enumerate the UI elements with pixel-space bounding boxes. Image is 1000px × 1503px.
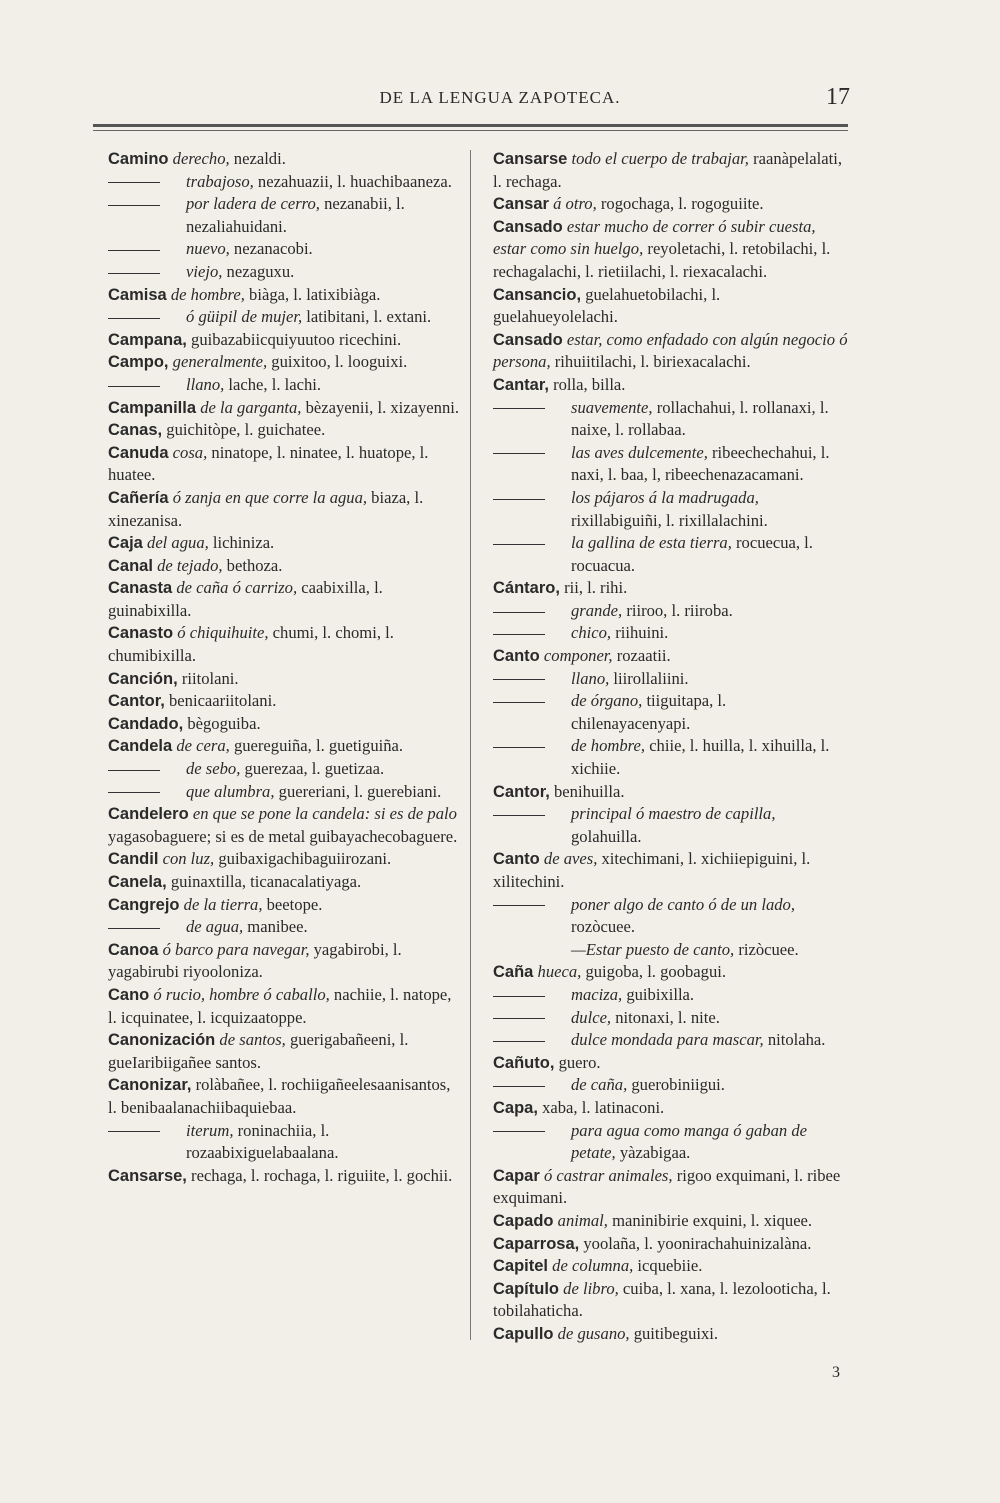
entry-gloss: de libro, (563, 1278, 619, 1298)
entry-gloss: de gusano, (557, 1323, 630, 1343)
entry-translation: nezahuazii, l. huachibaaneza. (253, 171, 452, 191)
entry-gloss: ó zanja en que corre la agua, (172, 487, 368, 507)
entry-translation: tiiguitapa, l. chilenayacenyapi. (571, 691, 727, 733)
entry-translation: guibazabiicquiyuutoo ricechini. (191, 329, 402, 349)
ditto-dash (108, 1131, 160, 1132)
entry-gloss: en que se pone la candela: si es de palo (192, 804, 457, 824)
entry-translation: guichitòpe, l. guichatee. (166, 420, 326, 440)
entry-gloss: de hombre, (571, 736, 646, 756)
headword: Cansado (493, 217, 563, 236)
headword: Canuda (108, 443, 169, 462)
dictionary-entry (493, 216, 848, 284)
entry-gloss: de columna, (552, 1256, 634, 1276)
dictionary-entry (493, 1210, 848, 1233)
ditto-dash (493, 815, 545, 816)
entry-translation: guereguiña, l. guetiguiña. (229, 736, 404, 756)
sub-entry (108, 781, 460, 804)
entry-translation: rii, l. rihi. (564, 578, 628, 598)
right-column (493, 148, 848, 1345)
sub-entry (493, 532, 848, 577)
entry-translation: rozaatii. (612, 646, 671, 666)
entry-gloss: las aves dulcemente, (571, 442, 708, 462)
headword: Cántaro, (493, 579, 560, 598)
entry-gloss: ó rucio, hombre ó caballo, (153, 984, 330, 1004)
entry-gloss: llano, (186, 374, 225, 394)
dictionary-entry (108, 1029, 460, 1074)
dictionary-entry (493, 374, 848, 397)
headword: Candelero (108, 805, 189, 824)
entry-gloss: de caña, (571, 1075, 628, 1095)
entry-gloss: para agua como manga ó gaban de petate, (571, 1120, 807, 1163)
entry-translation: lache, l. lachi. (224, 374, 322, 394)
entry-translation: nezanabii, l. nezaliahuidani. (186, 194, 405, 236)
entry-translation: guigoba, l. goobagui. (581, 962, 727, 982)
dictionary-entry (493, 193, 848, 216)
entry-gloss: iterum, (186, 1120, 234, 1140)
ditto-dash (493, 544, 545, 545)
headword: Cañería (108, 488, 169, 507)
entry-gloss: todo el cuerpo de trabajar, (571, 149, 749, 168)
entry-translation: guixitoo, l. looguixi. (267, 352, 408, 372)
dictionary-entry (493, 1165, 848, 1210)
headword: Canasto (108, 624, 174, 643)
ditto-dash (108, 770, 160, 771)
ditto-dash (493, 453, 545, 454)
headword: Caja (108, 534, 143, 553)
running-head: DE LA LENGUA ZAPOTECA. (379, 88, 621, 107)
headword: Capa, (493, 1098, 538, 1117)
entry-translation: nezaguxu. (222, 261, 295, 281)
sub-entry (493, 1120, 848, 1165)
entry-translation: maninibirie exquini, l. xiquee. (607, 1210, 813, 1230)
entry-translation: benicaariitolani. (169, 691, 277, 711)
entry-translation: bèzayenii, l. xizayenni. (301, 397, 460, 417)
entry-gloss: principal ó maestro de capilla, (571, 804, 776, 824)
entry-gloss: dulce mondada para mascar, (571, 1030, 764, 1050)
ditto-dash (108, 273, 160, 274)
dictionary-entry (493, 1278, 848, 1323)
entry-translation: rocuecua, l. rocuacua. (571, 533, 813, 575)
entry-translation: cuiba, l. xana, l. lezolooticha, l. tobilahaticha. (493, 1278, 831, 1321)
sub-entry (493, 668, 848, 691)
entry-gloss: grande, (571, 600, 623, 620)
sub-entry (493, 600, 848, 623)
sub-entry (108, 306, 460, 329)
entry-translation: rechaga, l. rochaga, l. riguiite, l. gochii. (191, 1165, 453, 1185)
entry-gloss: de la garganta, (200, 397, 302, 417)
dictionary-entry (108, 939, 460, 984)
headword: Candil (108, 850, 159, 869)
entry-translation: liirollaliini. (609, 668, 689, 688)
entry-translation: guerobiniigui. (627, 1075, 725, 1095)
headword: Candela (108, 737, 173, 756)
entry-gloss: estar, como enfadado con algún negocio ó persona, (493, 329, 848, 372)
dictionary-entry (108, 690, 460, 713)
entry-translation: guelahuetobilachi, l. guelahueyolelachi. (493, 284, 721, 327)
entry-gloss: de cera, (176, 736, 230, 756)
entry-gloss: poner algo de canto ó de un lado, (571, 894, 795, 914)
entry-gloss: hueca, (537, 962, 582, 982)
entry-gloss: de hombre, (170, 284, 245, 304)
entry-translation: lichiniza. (208, 533, 275, 553)
dictionary-entry (108, 803, 460, 848)
entry-translation: rixillabiguiñi, l. rixillalachini. (571, 510, 768, 530)
entry-gloss: suavemente, (571, 397, 653, 417)
ditto-dash (493, 408, 545, 409)
entry-gloss: de la tierra, (183, 894, 263, 914)
sub-entry (108, 916, 460, 939)
entry-translation: nitolaha. (763, 1030, 826, 1050)
dictionary-entry (108, 735, 460, 758)
entry-translation: xaba, l. latinaconi. (542, 1097, 665, 1117)
headword: Campana, (108, 330, 187, 349)
entry-translation: guerezaa, l. guetizaa. (240, 759, 385, 779)
headword: Canela, (108, 873, 167, 891)
sub-entry (493, 1029, 848, 1052)
entry-translation: chumi, l. chomi, l. chumibixilla. (108, 623, 394, 666)
entry-gloss: de caña ó carrizo, (176, 578, 298, 598)
column-divider (470, 150, 471, 1340)
sub-entry (108, 171, 460, 194)
entry-gloss: ó barco para navegar, (162, 939, 310, 959)
entry-translation: ninatope, l. ninatee, l. huatope, l. huatee. (108, 442, 429, 485)
entry-gloss: ó chiquihuite, (177, 623, 269, 643)
dictionary-entry (493, 1255, 848, 1278)
entry-translation: golahuilla. (571, 826, 642, 846)
ditto-dash (493, 1041, 545, 1042)
dictionary-entry (108, 419, 460, 442)
ditto-dash (493, 996, 545, 997)
entry-gloss: nuevo, (186, 239, 230, 259)
dictionary-entry (108, 532, 460, 555)
ditto-dash (493, 679, 545, 680)
entry-gloss: la gallina de esta tierra, (571, 533, 732, 553)
entry-gloss: maciza, (571, 984, 623, 1004)
signature-mark: 3 (832, 1364, 840, 1381)
entry-gloss: por ladera de cerro, (186, 194, 320, 214)
ditto-dash (108, 928, 160, 929)
ditto-dash (493, 612, 545, 613)
entry-gloss: viejo, (186, 261, 223, 281)
ditto-dash (108, 792, 160, 793)
entry-translation: biaza, l. xinezanisa. (108, 487, 424, 530)
entry-translation: rihuiitilachi, l. biriexacalachi. (550, 352, 751, 372)
headword: Caña (493, 963, 534, 982)
entry-translation: guitibeguixi. (629, 1323, 719, 1343)
headword: Campo, (108, 353, 169, 372)
sub-entry (108, 193, 460, 238)
entry-gloss: cosa, (172, 442, 208, 462)
entry-translation: chiie, l. huilla, l. xihuilla, l. xichiie. (571, 736, 830, 779)
headword: Cansarse, (108, 1166, 187, 1185)
left-column (108, 148, 460, 1187)
dictionary-entry (108, 148, 460, 171)
entry-translation: rizòcuee. (734, 939, 799, 959)
entry-gloss: del agua, (147, 533, 209, 553)
sub-entry (493, 622, 848, 645)
entry-translation: roninachiia, l. rozaabixiguelabaalana. (186, 1120, 339, 1163)
dictionary-entry (108, 668, 460, 691)
entry-translation: icquebiie. (633, 1256, 703, 1276)
ditto-dash (493, 747, 545, 748)
dictionary-entry (493, 1233, 848, 1256)
header-rule-thick (93, 124, 848, 127)
entry-translation: guinaxtilla, ticanacalatiyaga. (170, 872, 362, 891)
headword: Canto (493, 647, 540, 666)
ditto-dash (108, 250, 160, 251)
dictionary-entry (493, 848, 848, 893)
entry-translation: caabixilla, l. guinabixilla. (108, 578, 383, 620)
sub-entry (493, 984, 848, 1007)
dictionary-entry (108, 329, 460, 352)
headword: Capítulo (493, 1279, 559, 1298)
dictionary-entry (493, 329, 848, 374)
entry-translation: guibaxigachibaguiirozani. (214, 849, 392, 869)
headword: Capullo (493, 1324, 554, 1343)
dictionary-entry (493, 781, 848, 804)
headword: Cansado (493, 330, 563, 349)
headword: Canonizar, (108, 1076, 192, 1095)
entry-translation: riiroo, l. riiroba. (622, 600, 733, 620)
entry-gloss: componer, (543, 646, 613, 666)
sub-entry (493, 690, 848, 735)
headword: Cantor, (108, 692, 165, 711)
ditto-dash (493, 499, 545, 500)
entry-translation: nezanacobi. (229, 239, 313, 259)
entry-gloss: trabajoso, (186, 171, 254, 191)
headword: Cansancio, (493, 285, 582, 304)
dictionary-entry (493, 939, 848, 962)
ditto-dash (493, 1086, 545, 1087)
dictionary-entry (108, 894, 460, 917)
entry-translation: yagabirobi, l. yagabirubi riyooloniza. (108, 939, 402, 982)
entry-translation: rollachahui, l. rollanaxi, l. naixe, l. rollabaa. (571, 397, 829, 440)
entry-gloss: dulce, (571, 1007, 612, 1027)
headword: Canonización (108, 1031, 216, 1050)
dictionary-entry (108, 1074, 460, 1119)
entry-gloss: de órgano, (571, 691, 643, 711)
entry-gloss: de aves, (543, 849, 598, 869)
headword: Canas, (108, 421, 163, 440)
entry-translation: bethoza. (222, 555, 283, 575)
sub-entry (493, 803, 848, 848)
entry-translation: ribeechechahui, l. naxi, l. baa, l, ribeechenazacamani. (571, 442, 830, 485)
sub-entry (108, 261, 460, 284)
entry-translation: xitechimani, l. xichiiepiguini, l. xilitechini. (493, 849, 811, 891)
entry-translation: riitolani. (181, 668, 239, 688)
dictionary-entry (493, 1097, 848, 1120)
sub-entry (493, 487, 848, 532)
headword: Caparrosa, (493, 1234, 580, 1253)
headword: Cano (108, 985, 150, 1004)
headword: Capitel (493, 1257, 549, 1276)
entry-gloss: los pájaros á la madrugada, (571, 487, 759, 507)
dictionary-entry (108, 622, 460, 667)
dictionary-entry (493, 1052, 848, 1075)
entry-translation: riihuini. (611, 623, 669, 643)
entry-gloss: que alumbra, (186, 781, 275, 801)
entry-gloss: generalmente, (172, 352, 268, 372)
dictionary-entry (108, 555, 460, 578)
page-number: 17 (826, 84, 850, 110)
entry-gloss: de tejado, (157, 555, 223, 575)
entry-translation: rozòcuee. (571, 917, 636, 937)
entry-translation: rogochaga, l. rogoguiite. (596, 194, 764, 214)
headword: Camino (108, 150, 169, 168)
headword: Cantor, (493, 782, 550, 801)
ditto-dash (493, 1018, 545, 1019)
sub-entry (108, 758, 460, 781)
sub-entry (493, 442, 848, 487)
headword: Canción, (108, 669, 178, 688)
entry-translation: rigoo exquimani, l. ribee exquimani. (493, 1165, 841, 1208)
entry-gloss: ó güipil de mujer, (186, 307, 303, 327)
entry-gloss: —Estar puesto de canto, (571, 939, 735, 959)
dictionary-entry (108, 397, 460, 420)
entry-gloss: de santos, (219, 1030, 286, 1050)
entry-gloss: á otro, (553, 194, 597, 214)
dictionary-entry (493, 645, 848, 668)
entry-translation: yoolaña, l. yoonirachahuinizalàna. (583, 1233, 812, 1253)
entry-translation: biàga, l. latixibiàga. (244, 284, 381, 304)
dictionary-entry (108, 487, 460, 532)
entry-translation: nezaldi. (229, 149, 286, 168)
entry-gloss: chico, (571, 623, 612, 643)
entry-gloss: estar mucho de correr ó subir cuesta, estar como sin huelgo, (493, 216, 816, 259)
headword: Cansarse (493, 150, 568, 168)
entry-translation: reyoletachi, l. retobilachi, l. rechagalachi, l. rietiilachi, l. riexacalachi. (493, 239, 831, 281)
entry-translation: guerigabañeeni, l. gueIaribiigañee santos. (108, 1030, 409, 1072)
entry-translation: nitonaxi, l. nite. (611, 1007, 720, 1027)
headword: Canto (493, 850, 540, 869)
headword: Canoa (108, 940, 159, 959)
dictionary-entry (108, 442, 460, 487)
entry-gloss: llano, (571, 668, 610, 688)
dictionary-entry (108, 984, 460, 1029)
entry-gloss: animal, (557, 1210, 608, 1230)
headword: Canal (108, 556, 153, 575)
entry-translation: yagasobaguere; si es de metal guibayachecobaguere. (108, 826, 458, 846)
sub-entry (493, 894, 848, 939)
ditto-dash (108, 318, 160, 319)
ditto-dash (108, 386, 160, 387)
sub-entry (493, 397, 848, 442)
sub-entry (493, 1007, 848, 1030)
dictionary-entry (108, 1165, 460, 1188)
entry-gloss: de agua, (186, 917, 244, 937)
dictionary-entry (493, 1323, 848, 1346)
sub-entry (108, 238, 460, 261)
entry-gloss: ó castrar animales, (543, 1165, 673, 1185)
headword: Cangrejo (108, 895, 180, 914)
sub-entry (108, 374, 460, 397)
dictionary-entry (108, 351, 460, 374)
ditto-dash (493, 634, 545, 635)
dictionary-entry (108, 713, 460, 736)
headword: Camisa (108, 285, 167, 304)
headword: Cansar (493, 195, 549, 214)
entry-translation: beetope. (262, 894, 323, 914)
dictionary-entry (108, 848, 460, 871)
entry-translation: bègoguiba. (187, 713, 261, 733)
headword: Cantar, (493, 375, 549, 394)
entry-translation: yàzabigaa. (615, 1143, 691, 1163)
dictionary-entry (108, 284, 460, 307)
dictionary-entry (493, 577, 848, 600)
sub-entry (493, 1074, 848, 1097)
headword: Capar (493, 1166, 540, 1185)
ditto-dash (108, 182, 160, 183)
headword: Candado, (108, 714, 184, 733)
entry-gloss: de sebo, (186, 759, 241, 779)
entry-gloss: con luz, (162, 849, 215, 869)
headword: Canasta (108, 579, 173, 598)
sub-entry (493, 735, 848, 780)
entry-translation: latibitani, l. extani. (302, 307, 432, 327)
ditto-dash (493, 1131, 545, 1132)
dictionary-entry (108, 577, 460, 622)
ditto-dash (108, 205, 160, 206)
header-rule-thin (93, 130, 848, 131)
ditto-dash (493, 702, 545, 703)
entry-translation: guereriani, l. guerebiani. (274, 781, 442, 801)
dictionary-entry (493, 284, 848, 329)
entry-translation: nachiie, l. natope, l. icquinatee, l. icquizaatoppe. (108, 984, 452, 1027)
headword: Cañuto, (493, 1053, 555, 1072)
dictionary-entry (493, 961, 848, 984)
entry-gloss: derecho, (172, 149, 230, 168)
entry-translation: guibixilla. (622, 984, 695, 1004)
dictionary-entry (493, 148, 848, 193)
sub-entry (108, 1120, 460, 1165)
headword: Capado (493, 1211, 554, 1230)
headword: Campanilla (108, 398, 197, 417)
entry-translation: rolla, billa. (553, 374, 626, 394)
dictionary-entry (108, 871, 460, 894)
entry-translation: rolàbañee, l. rochiigañeelesaanisantos, l. benibaalanachiibaquiebaa. (108, 1075, 451, 1117)
entry-translation: guero. (558, 1052, 601, 1072)
entry-translation: manibee. (243, 917, 308, 937)
entry-translation: benihuilla. (554, 781, 625, 801)
entry-translation: raanàpelalati, l. rechaga. (493, 149, 842, 191)
ditto-dash (493, 905, 545, 906)
